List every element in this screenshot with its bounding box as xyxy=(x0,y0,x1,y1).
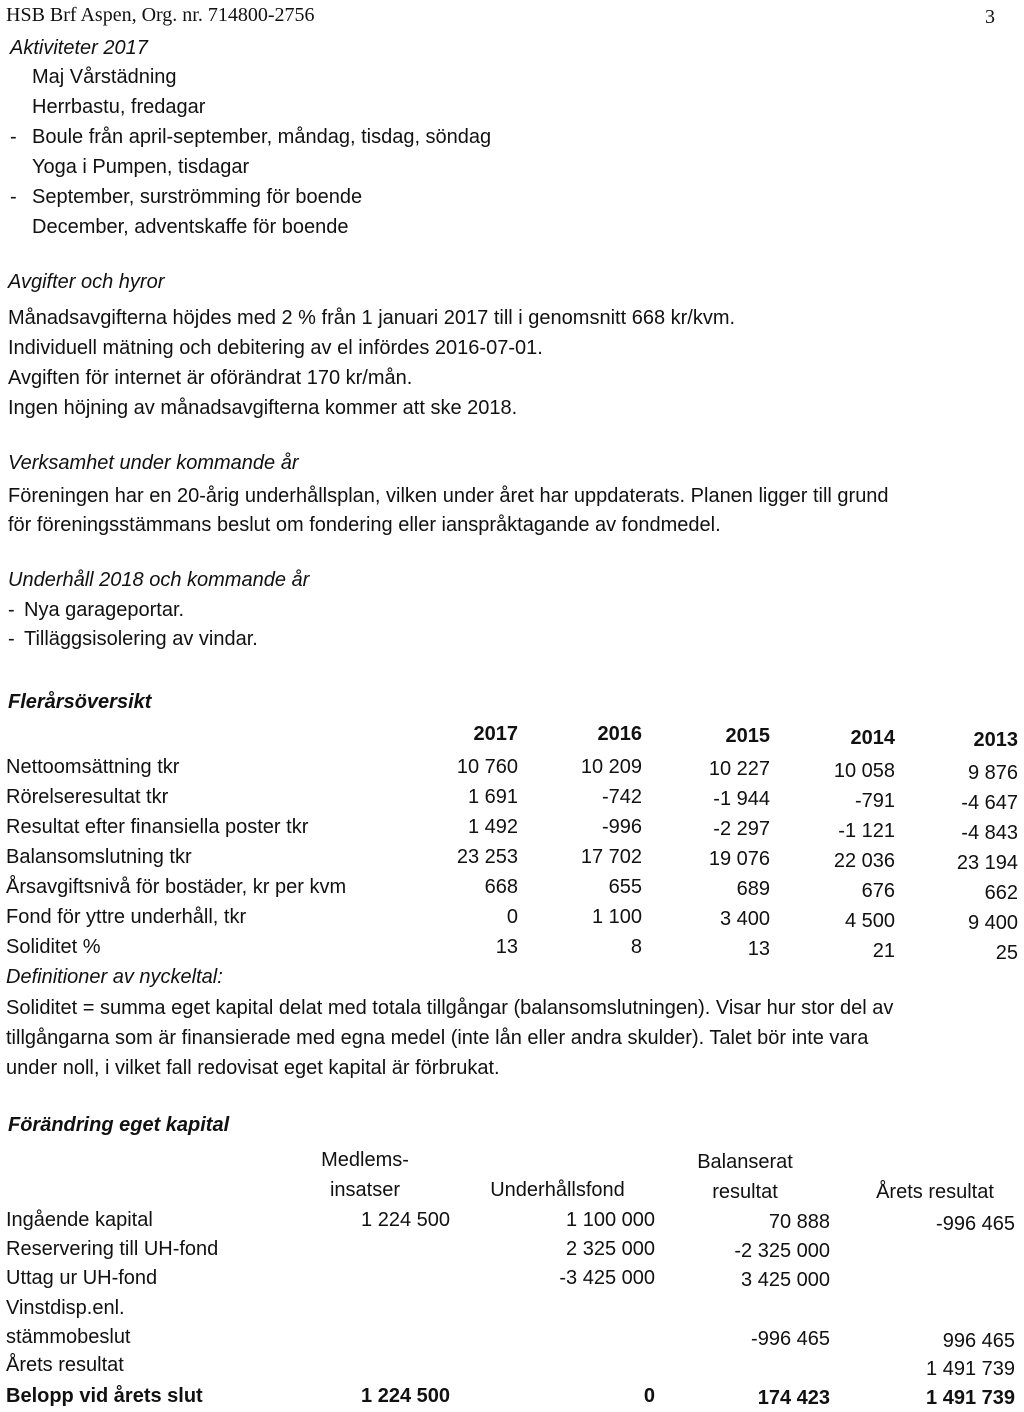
table-cell: -1 944 xyxy=(713,788,770,810)
table-row-label: Soliditet % xyxy=(6,936,101,958)
activities-heading: Aktiviteter 2017 xyxy=(10,37,148,59)
table-cell: 689 xyxy=(736,878,770,900)
maintenance-item: Tilläggsisolering av vindar. xyxy=(24,628,258,650)
equity-row-label: Uttag ur UH-fond xyxy=(6,1267,158,1289)
fees-line: Månadsavgifterna höjdes med 2 % från 1 januari 2017 till i genomsnitt 668 kr/kvm. xyxy=(8,307,736,329)
equity-cell: 1 491 739 xyxy=(926,1358,1015,1380)
activity-item: September, surströmming för boende xyxy=(32,186,363,208)
table-cell: 0 xyxy=(506,906,518,928)
year-header: 2017 xyxy=(473,723,518,745)
equity-cell: 3 425 000 xyxy=(741,1269,830,1291)
equity-row-label: stämmobeslut xyxy=(6,1326,131,1348)
activity-bullet: - xyxy=(10,186,17,208)
table-cell: -4 843 xyxy=(961,822,1018,844)
table-cell: 1 100 xyxy=(591,906,642,928)
definitions-heading: Definitioner av nyckeltal: xyxy=(6,966,223,988)
year-header: 2014 xyxy=(850,727,895,749)
table-row-label: Fond för yttre underhåll, tkr xyxy=(6,906,247,928)
activity-item: Yoga i Pumpen, tisdagar xyxy=(32,156,250,178)
definitions-line: tillgångarna som är finansierade med egna medel (inte lån eller andra skulder). Talet bör inte vara xyxy=(6,1027,869,1049)
activity-bullet: - xyxy=(10,126,17,148)
table-cell: 10 209 xyxy=(580,756,642,778)
equity-row-label: Ingående kapital xyxy=(6,1209,153,1231)
table-cell: 4 500 xyxy=(844,910,895,932)
equity-col-header: Balanserat xyxy=(697,1151,793,1173)
table-cell: -2 297 xyxy=(713,818,770,840)
table-cell: 9 876 xyxy=(967,762,1018,784)
future-line: för föreningsstämmans beslut om fondering eller ianspråktagande av fondmedel. xyxy=(8,514,721,536)
table-cell: -791 xyxy=(854,790,895,812)
table-cell: 17 702 xyxy=(580,846,642,868)
definitions-line: under noll, i vilket fall redovisat eget kapital är förbrukat. xyxy=(6,1057,500,1079)
table-row-label: Nettoomsättning tkr xyxy=(6,756,180,778)
table-cell: 13 xyxy=(747,938,770,960)
year-header: 2015 xyxy=(725,725,770,747)
table-cell: 3 400 xyxy=(719,908,770,930)
equity-col-header: Årets resultat xyxy=(876,1181,994,1203)
equity-cell: 1 100 000 xyxy=(566,1209,655,1231)
equity-total-cell: 1 491 739 xyxy=(926,1387,1015,1409)
equity-heading: Förändring eget kapital xyxy=(8,1114,230,1136)
equity-row-label: Reservering till UH-fond xyxy=(6,1238,219,1260)
table-cell: -4 647 xyxy=(961,792,1018,814)
equity-cell: -3 425 000 xyxy=(559,1267,655,1289)
fees-heading: Avgifter och hyror xyxy=(8,271,165,293)
table-cell: 662 xyxy=(984,882,1018,904)
table-cell: -1 121 xyxy=(838,820,895,842)
maintenance-bullet: - xyxy=(8,599,15,621)
table-cell: 23 194 xyxy=(956,852,1018,874)
table-cell: 1 691 xyxy=(467,786,518,808)
table-cell: 19 076 xyxy=(708,848,770,870)
multiyear-heading: Flerårsöversikt xyxy=(8,691,152,713)
equity-cell: -2 325 000 xyxy=(734,1240,830,1262)
equity-col-header: Medlems- xyxy=(321,1149,409,1171)
fees-line: Individuell mätning och debitering av el infördes 2016-07-01. xyxy=(8,337,543,359)
fees-line: Avgiften för internet är oförändrat 170 kr/mån. xyxy=(8,367,413,389)
table-cell: 23 253 xyxy=(456,846,518,868)
equity-cell: 1 224 500 xyxy=(361,1209,450,1231)
table-cell: 668 xyxy=(484,876,518,898)
table-cell: 25 xyxy=(995,942,1018,964)
maintenance-item: Nya garageportar. xyxy=(24,599,185,621)
page-number: 3 xyxy=(985,6,995,28)
table-cell: 10 058 xyxy=(833,760,895,782)
equity-row-label: Vinstdisp.enl. xyxy=(6,1297,125,1319)
equity-col-header: insatser xyxy=(329,1179,401,1201)
table-row-label: Årsavgiftsnivå för bostäder, kr per kvm xyxy=(6,876,347,898)
equity-cell: -996 465 xyxy=(936,1213,1015,1235)
future-heading: Verksamhet under kommande år xyxy=(8,452,299,474)
activity-item: Maj Vårstädning xyxy=(32,66,177,88)
table-cell: 8 xyxy=(630,936,642,958)
equity-total-cell: 174 423 xyxy=(757,1387,830,1409)
fees-line: Ingen höjning av månadsavgifterna kommer att ske 2018. xyxy=(8,397,518,419)
equity-cell: 996 465 xyxy=(942,1330,1015,1352)
equity-cell: 70 888 xyxy=(768,1211,830,1233)
table-cell: 655 xyxy=(608,876,642,898)
table-row-label: Resultat efter finansiella poster tkr xyxy=(6,816,309,838)
activity-item: Boule från april-september, måndag, tisdag, söndag xyxy=(32,126,492,148)
table-row-label: Balansomslutning tkr xyxy=(6,846,192,868)
equity-total-label: Belopp vid årets slut xyxy=(6,1385,203,1407)
table-cell: 10 760 xyxy=(456,756,518,778)
future-line: Föreningen har en 20-årig underhållsplan, vilken under året har uppdaterats. Planen ligger till grund xyxy=(8,485,889,507)
equity-col-header: Underhållsfond xyxy=(490,1179,625,1201)
activity-item: December, adventskaffe för boende xyxy=(32,216,349,238)
table-cell: 9 400 xyxy=(967,912,1018,934)
document-header: HSB Brf Aspen, Org. nr. 714800-2756 xyxy=(6,4,315,26)
equity-cell: -996 465 xyxy=(751,1328,830,1350)
table-cell: 1 492 xyxy=(467,816,518,838)
table-cell: 10 227 xyxy=(708,758,770,780)
table-cell: 21 xyxy=(872,940,895,962)
year-header: 2013 xyxy=(973,729,1018,751)
table-row-label: Rörelseresultat tkr xyxy=(6,786,169,808)
equity-total-cell: 0 xyxy=(643,1385,655,1407)
table-cell: 13 xyxy=(495,936,518,958)
table-cell: 22 036 xyxy=(833,850,895,872)
maintenance-heading: Underhåll 2018 och kommande år xyxy=(8,569,310,591)
maintenance-bullet: - xyxy=(8,628,15,650)
equity-row-label: Årets resultat xyxy=(6,1354,124,1376)
table-cell: -742 xyxy=(601,786,642,808)
definitions-line: Soliditet = summa eget kapital delat med totala tillgångar (balansomslutningen). Visar hur stor del av xyxy=(6,997,894,1019)
equity-total-cell: 1 224 500 xyxy=(361,1385,450,1407)
table-cell: -996 xyxy=(601,816,642,838)
equity-col-header: resultat xyxy=(712,1181,778,1203)
year-header: 2016 xyxy=(597,723,642,745)
activity-item: Herrbastu, fredagar xyxy=(32,96,206,118)
table-cell: 676 xyxy=(861,880,895,902)
equity-cell: 2 325 000 xyxy=(566,1238,655,1260)
